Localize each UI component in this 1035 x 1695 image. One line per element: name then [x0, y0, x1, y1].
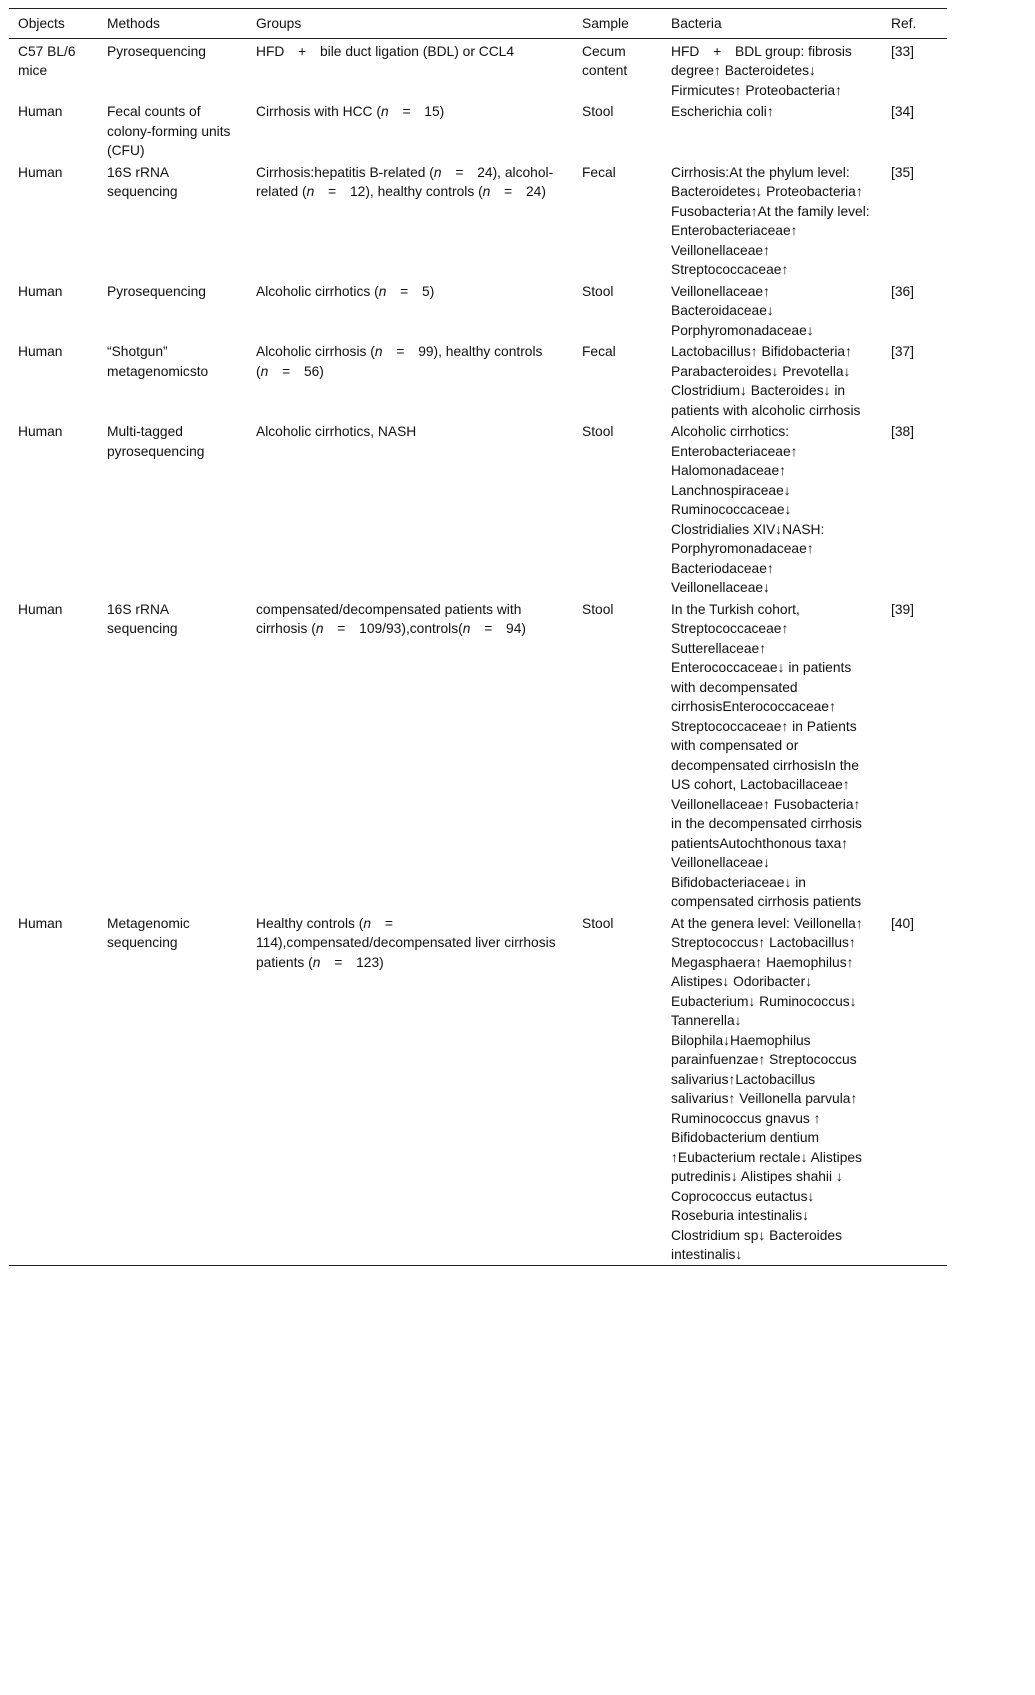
- cell-object: Human: [18, 164, 63, 180]
- header-groups: Groups: [256, 16, 302, 31]
- cell-object: Human: [18, 104, 63, 119]
- cell-ref: [33]: [891, 43, 915, 59]
- n-symbol: n: [380, 104, 389, 119]
- header-objects: Objects: [18, 16, 65, 31]
- header-row: [9, 9, 947, 39]
- cell-method: 16S rRNA sequencing: [107, 601, 178, 636]
- cell-bacteria: Lactobacillus↑ Bifidobacteria↑ Parabacteroides↓ Prevotella↓ Clostridium↓ Bacteroides↓ in patients with alcoholic cirrhosis: [671, 344, 861, 418]
- n-symbol: n: [363, 915, 372, 931]
- table-row: [9, 912, 947, 1266]
- cell-bacteria: In the Turkish cohort, Streptococcaceae↑ Sutterellaceae↑ Enterococcaceae↓ in patients with decompensated cirrhosisEnterococcaceae↑ Streptococcaceae↑ in Patients with compensated or decompensated cirrhosisIn the US cohort, Lactobacillaceae↑ Veillonellaceae↑ Fusobacteria↑ in the decompensated cirrhosis patientsAutochthonous taxa↑ Veillonellaceae↓ Bifidobacteriaceae↓ in compensated cirrhosis patients: [671, 601, 862, 909]
- header-bacteria: Bacteria: [671, 16, 722, 31]
- cell-groups: compensated/decompensated patients with cirrhosis (n = 109/93),controls(n = 94): [256, 601, 526, 636]
- cell-sample: Stool: [582, 283, 614, 299]
- bacteria-table: [9, 8, 947, 1266]
- cell-ref: [39]: [891, 601, 915, 617]
- cell-bacteria: HFD + BDL group: fibrosis degree↑ Bacteroidetes↓ Firmicutes↑ Proteobacteria↑: [671, 43, 852, 98]
- cell-sample: Stool: [582, 601, 614, 617]
- cell-sample: Stool: [582, 424, 614, 439]
- table-row: [9, 598, 947, 912]
- table-row: [9, 38, 947, 100]
- n-symbol: n: [312, 954, 321, 970]
- cell-groups: Alcoholic cirrhotics (n = 5): [256, 283, 435, 299]
- cell-method: Fecal counts of colony-forming units (CFU): [107, 104, 231, 158]
- cell-groups: HFD + bile duct ligation (BDL) or CCL4: [256, 43, 515, 59]
- cell-method: Multi-tagged pyrosequencing: [107, 424, 205, 459]
- table-row: [9, 280, 947, 341]
- cell-ref: [36]: [891, 283, 915, 299]
- cell-sample: Fecal: [582, 164, 616, 180]
- cell-groups: Alcoholic cirrhotics, NASH: [256, 424, 417, 439]
- cell-method: Metagenomic sequencing: [107, 915, 190, 950]
- cell-bacteria: Cirrhosis:At the phylum level: Bacteroidetes↓ Proteobacteria↑ Fusobacteria↑At the family level: Enterobacteriaceae↑ Veillonellaceae↑ Streptococcaceae↑: [671, 164, 870, 277]
- n-symbol: n: [306, 184, 315, 199]
- cell-ref: [34]: [891, 104, 915, 119]
- table-row: [9, 420, 947, 598]
- header-sample: Sample: [582, 16, 629, 31]
- cell-ref: [40]: [891, 915, 915, 931]
- cell-groups: Alcoholic cirrhosis (n = 99), healthy controls (n = 56): [256, 344, 543, 379]
- cell-groups: Healthy controls (n = 114),compensated/decompensated liver cirrhosis patients (n = 123): [256, 915, 556, 970]
- n-symbol: n: [315, 621, 324, 636]
- cell-method: 16S rRNA sequencing: [107, 164, 178, 199]
- cell-groups: Cirrhosis with HCC (n = 15): [256, 104, 445, 119]
- cell-method: “Shotgun” metagenomicsto: [107, 344, 209, 379]
- header-ref: Ref.: [891, 16, 917, 31]
- cell-bacteria: Veillonellaceae↑ Bacteroidaceae↓ Porphyromonadaceae↓: [671, 283, 814, 338]
- n-symbol: n: [374, 344, 383, 359]
- header-methods: Methods: [107, 16, 160, 31]
- n-symbol: n: [260, 363, 269, 379]
- cell-object: Human: [18, 283, 63, 299]
- cell-object: Human: [18, 424, 63, 439]
- cell-bacteria: At the genera level: Veillonella↑ Streptococcus↑ Lactobacillus↑ Megasphaera↑ Haemophilus↑ Alistipes↓ Odoribacter↓ Eubacterium↓ Ruminococcus↓ Tannerella↓ Bilophila↓Haemophilus parainfuenzae↑ Streptococcus salivarius↑Lactobacillus salivarius↑ Veillonella parvula↑ Ruminococcus gnavus ↑ Bifidobacterium dentium ↑Eubacterium rectale↓ Alistipes putredinis↓ Alistipes shahii ↓ Coprococcus eutactus↓ Roseburia intestinalis↓ Clostridium sp↓ Bacteroides intestinalis↓: [671, 915, 863, 1262]
- cell-bacteria: Escherichia coli↑: [671, 104, 774, 119]
- cell-object: Human: [18, 344, 63, 359]
- table-row: [9, 340, 947, 420]
- cell-bacteria: Alcoholic cirrhotics: Enterobacteriaceae↑ Halomonadaceae↑ Lanchnospiraceae↓ Ruminococcaceae↓ Clostridialies XIV↓NASH: Porphyromonadaceae↑ Bacteriodaceae↑ Veillonellaceae↓: [671, 424, 825, 595]
- cell-sample: Cecum content: [582, 43, 628, 78]
- cell-sample: Fecal: [582, 344, 616, 359]
- cell-method: Pyrosequencing: [107, 43, 206, 59]
- cell-ref: [38]: [891, 424, 915, 439]
- cell-object: Human: [18, 915, 63, 931]
- cell-ref: [37]: [891, 344, 915, 359]
- n-symbol: n: [433, 164, 442, 180]
- cell-object: C57 BL/6 mice: [18, 43, 76, 78]
- cell-groups: Cirrhosis:hepatitis B-related (n = 24), alcohol-related (n = 12), healthy controls (n = 24): [256, 164, 554, 199]
- n-symbol: n: [378, 283, 387, 299]
- cell-method: Pyrosequencing: [107, 283, 206, 299]
- cell-ref: [35]: [891, 164, 915, 180]
- cell-sample: Stool: [582, 104, 614, 119]
- table-row: [9, 161, 947, 280]
- table-row: [9, 100, 947, 161]
- n-symbol: n: [462, 621, 471, 636]
- cell-sample: Stool: [582, 915, 614, 931]
- cell-object: Human: [18, 601, 63, 617]
- n-symbol: n: [482, 184, 491, 199]
